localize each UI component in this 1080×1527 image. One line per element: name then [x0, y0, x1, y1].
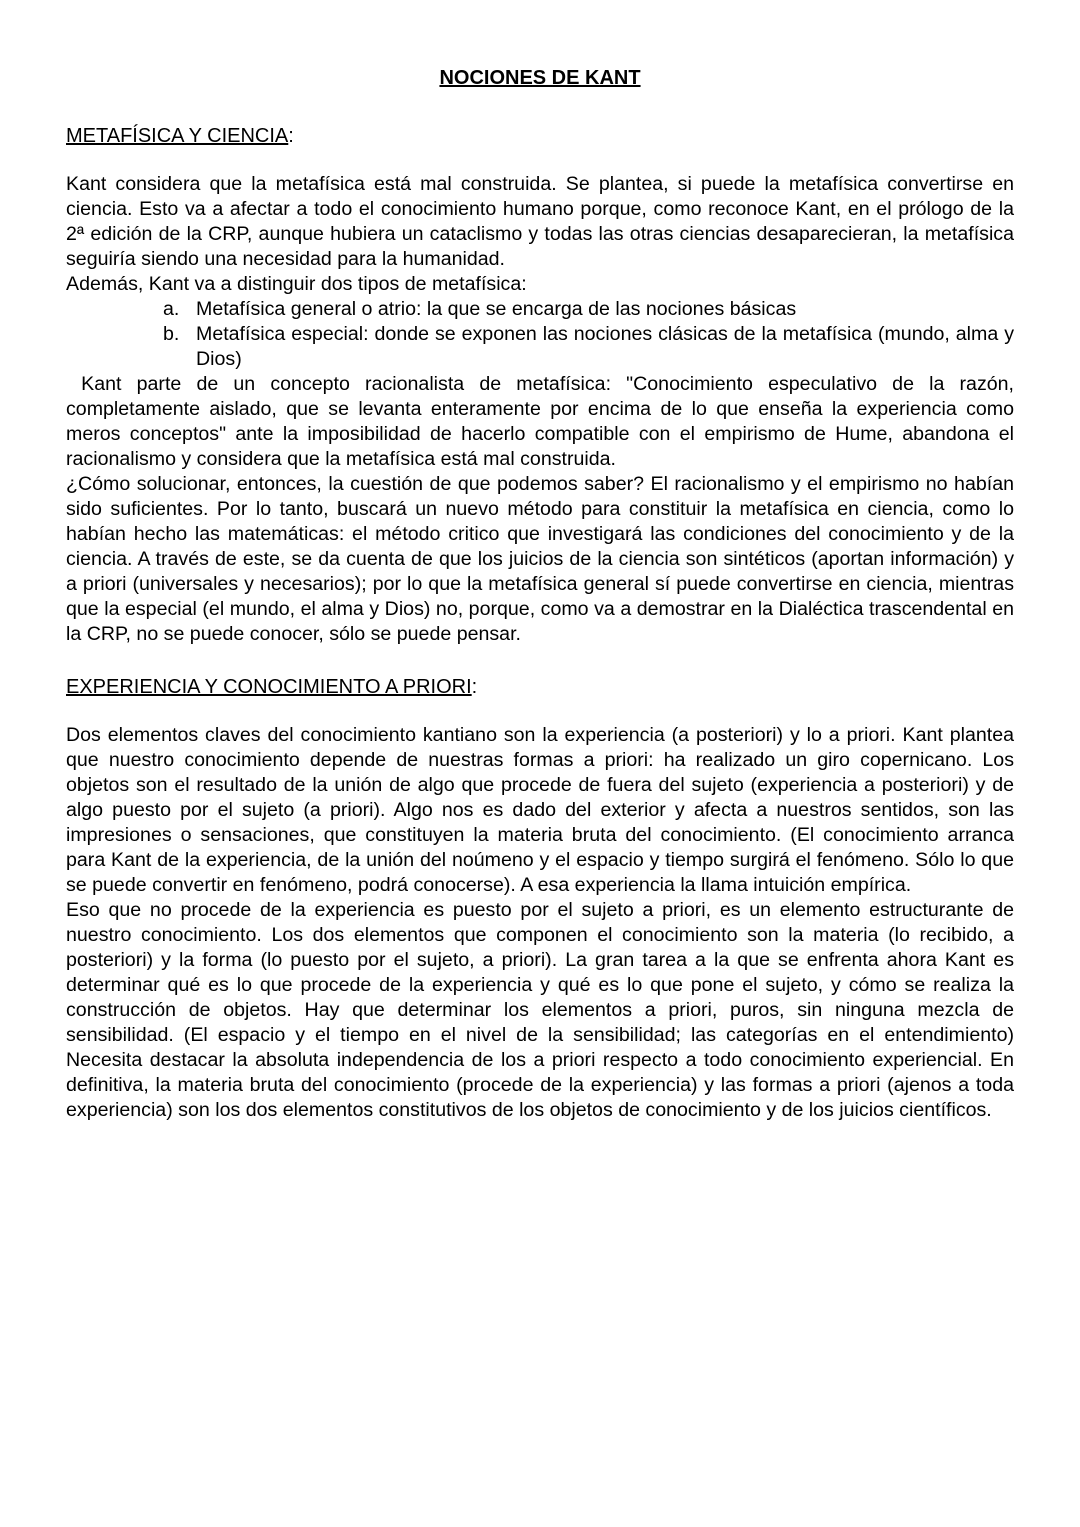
- section-experiencia-a-priori: [66, 673, 1014, 1123]
- list-marker: b.: [163, 323, 180, 345]
- section-heading-colon: :: [471, 676, 478, 698]
- paragraph: ¿Cómo solucionar, entonces, la cuestión de que podemos saber? El racionalismo y el empirismo no habían sido suficientes. Por lo tanto, buscará un nuevo método para constituir la metafísica en ciencia, como lo habían hecho las matemáticas: el método critico que investigará las condiciones del conocimiento y de la ciencia. A través de este, se da cuenta de que los juicios de la ciencia son sintéticos (aportan información) y a priori (universales y necesarios); por lo que la metafísica general sí puede convertirse en ciencia, mientras que la especial (el mundo, el alma y Dios) no, porque, como va a demostrar en la Dialéctica trascendental en la CRP, no se puede conocer, sólo se puede pensar.: [66, 473, 1014, 645]
- paragraph: Kant parte de un concepto racionalista de metafísica: "Conocimiento especulativo de la razón, completamente aislado, que se levanta enteramente por encima de lo que enseña la experiencia como meros conceptos" ante la imposibilidad de hacerlo compatible con el empirismo de Hume, abandona el racionalismo y considera que la metafísica está mal construida.: [66, 373, 1020, 470]
- list-marker: a.: [163, 298, 180, 320]
- paragraph: Eso que no procede de la experiencia es puesto por el sujeto a priori, es un elemento estructurante de nuestro conocimiento. Los dos elementos que componen el conocimiento son la materia (lo recibido, a posteriori) y la forma (lo puesto por el sujeto, a priori). La gran tarea a la que se enfrenta ahora Kant es determinar qué es lo que procede de la experiencia y qué es lo que pone el sujeto, y cómo se realiza la construcción de objetos. Hay que determinar los elementos a priori, puros, sin ninguna mezcla de sensibilidad. (El espacio y el tiempo en el nivel de la sensibilidad; las categorías en el entendimiento) Necesita destacar la absoluta independencia de los a priori respecto a todo conocimiento experiencial. En definitiva, la materia bruta del conocimiento (procede de la experiencia) y las formas a priori (ajenos a toda experiencia) son los dos elementos constitutivos de los objetos de conocimiento y de los juicios científicos.: [66, 899, 1014, 1121]
- paragraph: Además, Kant va a distinguir dos tipos de metafísica:: [66, 273, 527, 295]
- section-heading-colon: :: [288, 125, 294, 147]
- metaphysics-types-list: [66, 297, 1014, 372]
- section-metafisica-ciencia: [66, 122, 1020, 647]
- paragraph: Kant considera que la metafísica está mal construida. Se plantea, si puede la metafísica convertirse en ciencia. Esto va a afectar a todo el conocimiento humano porque, como reconoce Kant, en el prólogo de la 2ª edición de la CRP, aunque hubiera un cataclismo y todas las otras ciencias desaparecieran, la metafísica seguiría siendo una necesidad para la humanidad.: [66, 173, 1014, 270]
- paragraph: Dos elementos claves del conocimiento kantiano son la experiencia (a posteriori) y lo a priori. Kant plantea que nuestro conocimiento depende de nuestras formas a priori: ha realizado un giro copernicano. Los objetos son el resultado de la unión de algo que procede de fuera del sujeto (experiencia a posteriori) y de algo puesto por el sujeto (a priori). Algo nos es dado del exterior y afecta a nuestros sentidos, son las impresiones o sensaciones, que constituyen la materia bruta del conocimiento. (El conocimiento arranca para Kant de la experiencia, de la unión del noúmeno y el espacio y tiempo surgirá el fenómeno. Sólo lo que se puede convertir en fenómeno, podrá conocerse). A esa experiencia la llama intuición empírica.: [66, 724, 1014, 896]
- section-heading: [66, 122, 1014, 150]
- section-heading-text: EXPERIENCIA Y CONOCIMIENTO A PRIORI: [66, 676, 472, 698]
- document-page: [66, 64, 1020, 1123]
- list-item-text: Metafísica general o atrio: la que se encarga de las nociones básicas: [196, 298, 797, 320]
- section-heading-text: METAFÍSICA Y CIENCIA: [66, 125, 289, 147]
- list-item-text: Metafísica especial: donde se exponen las nociones clásicas de la metafísica (mundo, alma y Dios): [196, 323, 1014, 370]
- list-item: [163, 322, 1014, 372]
- section-heading: [66, 673, 1014, 701]
- document-title: NOCIONES DE KANT: [439, 67, 641, 89]
- list-item: [163, 297, 1014, 322]
